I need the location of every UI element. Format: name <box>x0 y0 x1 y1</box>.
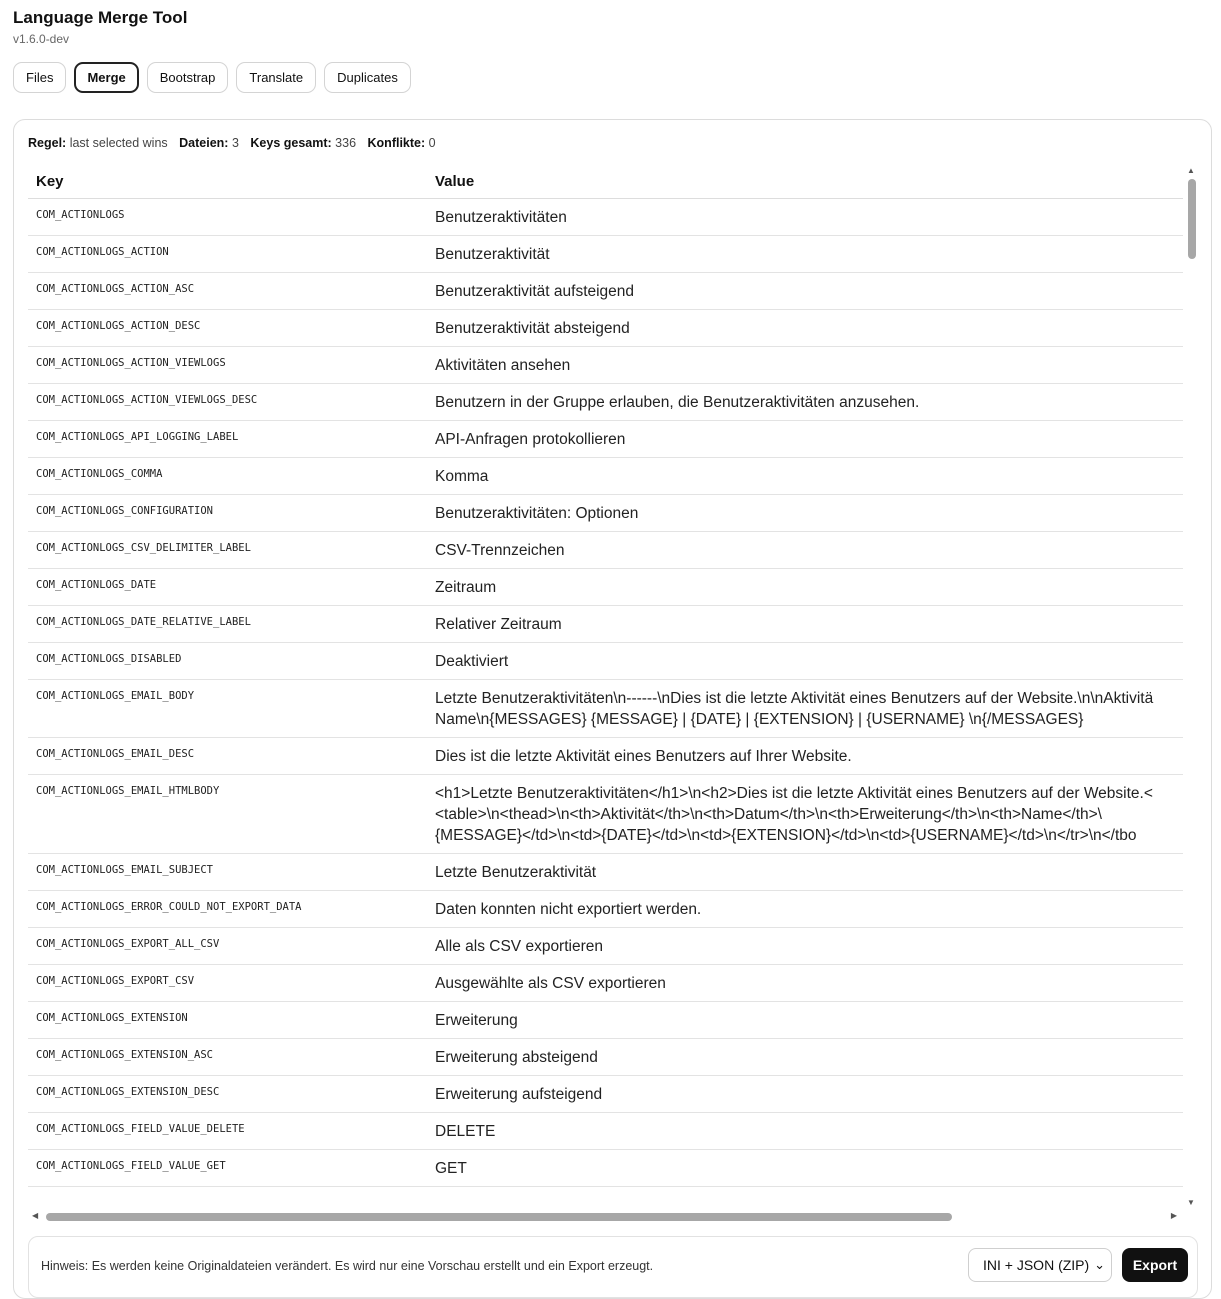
column-header-value[interactable]: Value <box>427 164 1183 199</box>
table-row[interactable] <box>28 643 1183 680</box>
table-row[interactable] <box>28 1113 1183 1150</box>
horizontal-scroll-thumb[interactable] <box>46 1213 952 1221</box>
table-header-row <box>28 164 1183 199</box>
row-key: COM_ACTIONLOGS_FIELD_VALUE_DELETE <box>28 1113 427 1150</box>
row-value: Benutzeraktivität aufsteigend <box>427 273 1183 310</box>
table-row[interactable] <box>28 606 1183 643</box>
table-row[interactable] <box>28 199 1183 236</box>
row-key: COM_ACTIONLOGS_DATE_RELATIVE_LABEL <box>28 606 427 643</box>
table-row[interactable] <box>28 775 1183 854</box>
table-row[interactable] <box>28 569 1183 606</box>
row-value: Benutzeraktivität <box>427 236 1183 273</box>
table-row[interactable] <box>28 1150 1183 1187</box>
row-key: COM_ACTIONLOGS_ACTION <box>28 236 427 273</box>
tab-duplicates[interactable]: Duplicates <box>324 62 411 93</box>
tab-merge[interactable]: Merge <box>74 62 138 93</box>
arrow-up-icon[interactable]: ▲ <box>1187 166 1195 175</box>
column-header-key[interactable]: Key <box>28 164 427 199</box>
row-key: COM_ACTIONLOGS_EXPORT_ALL_CSV <box>28 928 427 965</box>
row-key: COM_ACTIONLOGS <box>28 199 427 236</box>
row-key: COM_ACTIONLOGS_ACTION_VIEWLOGS <box>28 347 427 384</box>
stat-rule-label: Regel: <box>28 136 67 150</box>
row-key: COM_ACTIONLOGS_ACTION_DESC <box>28 310 427 347</box>
hint-text: Hinweis: Es werden keine Originaldateien verändert. Es wird nur eine Vorschau erstellt und ein Export erzeugt. <box>41 1259 654 1273</box>
table-row[interactable] <box>28 1039 1183 1076</box>
row-value: Deaktiviert <box>427 643 1183 680</box>
stat-files-label: Dateien: <box>179 136 229 150</box>
row-value: GET <box>427 1150 1183 1187</box>
export-format-select[interactable] <box>968 1248 1112 1282</box>
row-value: Benutzeraktivitäten: Optionen <box>427 495 1183 532</box>
row-key: COM_ACTIONLOGS_EMAIL_SUBJECT <box>28 854 427 891</box>
vertical-scrollbar[interactable] <box>1185 164 1199 1209</box>
row-key: COM_ACTIONLOGS_EMAIL_DESC <box>28 738 427 775</box>
stat-keys-label: Keys gesamt: <box>250 136 332 150</box>
row-key: COM_ACTIONLOGS_EMAIL_BODY <box>28 680 427 738</box>
table-row[interactable] <box>28 273 1183 310</box>
vertical-scroll-thumb[interactable] <box>1188 179 1196 259</box>
table-row[interactable] <box>28 236 1183 273</box>
table-row[interactable] <box>28 495 1183 532</box>
tab-files[interactable]: Files <box>13 62 66 93</box>
table-row[interactable] <box>28 891 1183 928</box>
row-key: COM_ACTIONLOGS_EMAIL_HTMLBODY <box>28 775 427 854</box>
stat-conflicts-label: Konflikte: <box>367 136 426 150</box>
row-value: Letzte Benutzeraktivitäten\n------\nDies ist die letzte Aktivität eines Benutzers auf der Website.\n\nAktivitä Name\n{MESSAGES} {MESSAGE} | {DATE} | {EXTENSION} | {USERNAME} \n{/MESSAGES} <box>427 680 1183 738</box>
row-value: Benutzeraktivitäten <box>427 199 1183 236</box>
row-key: COM_ACTIONLOGS_EXTENSION <box>28 1002 427 1039</box>
row-value: Alle als CSV exportieren <box>427 928 1183 965</box>
row-value: Erweiterung aufsteigend <box>427 1076 1183 1113</box>
row-key: COM_ACTIONLOGS_FIELD_VALUE_GET <box>28 1150 427 1187</box>
merge-table-viewport[interactable] <box>28 164 1183 1209</box>
row-key: COM_ACTIONLOGS_EXTENSION_ASC <box>28 1039 427 1076</box>
row-key: COM_ACTIONLOGS_ERROR_COULD_NOT_EXPORT_DATA <box>28 891 427 928</box>
stat-conflicts <box>368 136 436 150</box>
row-value: Dies ist die letzte Aktivität eines Benutzers auf Ihrer Website. <box>427 738 1183 775</box>
app-title: Language Merge Tool <box>13 8 188 27</box>
row-key: COM_ACTIONLOGS_DISABLED <box>28 643 427 680</box>
app-version: v1.6.0-dev <box>13 32 70 46</box>
table-row[interactable] <box>28 347 1183 384</box>
stat-keys-value: 336 <box>335 136 357 150</box>
row-key: COM_ACTIONLOGS_CONFIGURATION <box>28 495 427 532</box>
table-row[interactable] <box>28 421 1183 458</box>
table-row[interactable] <box>28 738 1183 775</box>
row-value: Benutzeraktivität absteigend <box>427 310 1183 347</box>
tab-translate[interactable]: Translate <box>236 62 316 93</box>
export-button[interactable]: Export <box>1122 1248 1188 1282</box>
row-value: Komma <box>427 458 1183 495</box>
row-value: Zeitraum <box>427 569 1183 606</box>
row-key: COM_ACTIONLOGS_EXPORT_CSV <box>28 965 427 1002</box>
table-row[interactable] <box>28 310 1183 347</box>
row-value: Erweiterung absteigend <box>427 1039 1183 1076</box>
stat-files-value: 3 <box>231 136 239 150</box>
row-value: <h1>Letzte Benutzeraktivitäten</h1>\n<h2>Dies ist die letzte Aktivität eines Benutzers auf der Website.< <table>\n<thead>\n<th>Aktivität</th>\n<th>Datum</th>\n<th>Erweiterung</th>\n<th>Name</th>\ {MESSAGE}</td>\n<td>{DATE}</td>\n<td>{EXTENSION}</td>\n<td>{USERNAME}</td>\n</tr>\n</tbo <box>427 775 1183 854</box>
arrow-left-icon[interactable]: ◀ <box>32 1211 39 1220</box>
row-key: COM_ACTIONLOGS_ACTION_ASC <box>28 273 427 310</box>
row-value: Ausgewählte als CSV exportieren <box>427 965 1183 1002</box>
arrow-right-icon[interactable]: ▶ <box>1170 1211 1177 1220</box>
row-value: CSV-Trennzeichen <box>427 532 1183 569</box>
table-row[interactable] <box>28 1002 1183 1039</box>
row-value: Daten konnten nicht exportiert werden. <box>427 891 1183 928</box>
arrow-down-icon[interactable]: ▼ <box>1187 1198 1195 1207</box>
table-row[interactable] <box>28 680 1183 738</box>
row-value: Letzte Benutzeraktivität <box>427 854 1183 891</box>
row-key: COM_ACTIONLOGS_ACTION_VIEWLOGS_DESC <box>28 384 427 421</box>
row-value: Relativer Zeitraum <box>427 606 1183 643</box>
table-row[interactable] <box>28 965 1183 1002</box>
table-row[interactable] <box>28 532 1183 569</box>
row-value: Aktivitäten ansehen <box>427 347 1183 384</box>
row-key: COM_ACTIONLOGS_API_LOGGING_LABEL <box>28 421 427 458</box>
export-footer <box>28 1236 1198 1298</box>
merge-table <box>28 164 1183 1187</box>
table-row[interactable] <box>28 1076 1183 1113</box>
table-row[interactable] <box>28 458 1183 495</box>
merge-stats <box>28 136 444 150</box>
table-body <box>28 199 1183 1187</box>
merge-panel <box>13 119 1212 1299</box>
export-format-value: INI + JSON (ZIP) <box>983 1257 1090 1273</box>
stat-keys <box>250 136 356 150</box>
row-key: COM_ACTIONLOGS_COMMA <box>28 458 427 495</box>
table-row[interactable] <box>28 928 1183 965</box>
tab-bar <box>13 62 411 93</box>
chevron-down-icon: ⌄ <box>1094 1257 1105 1272</box>
row-value: API-Anfragen protokollieren <box>427 421 1183 458</box>
row-value: Erweiterung <box>427 1002 1183 1039</box>
stat-conflicts-value: 0 <box>428 136 436 150</box>
stat-files <box>179 136 239 150</box>
row-value: DELETE <box>427 1113 1183 1150</box>
stat-rule-value: last selected wins <box>69 136 168 150</box>
tab-bootstrap[interactable]: Bootstrap <box>147 62 229 93</box>
table-row[interactable] <box>28 384 1183 421</box>
row-key: COM_ACTIONLOGS_EXTENSION_DESC <box>28 1076 427 1113</box>
horizontal-scrollbar[interactable] <box>28 1210 1183 1224</box>
table-row[interactable] <box>28 854 1183 891</box>
row-key: COM_ACTIONLOGS_DATE <box>28 569 427 606</box>
row-key: COM_ACTIONLOGS_CSV_DELIMITER_LABEL <box>28 532 427 569</box>
stat-rule <box>28 136 168 150</box>
row-value: Benutzern in der Gruppe erlauben, die Benutzeraktivitäten anzusehen. <box>427 384 1183 421</box>
